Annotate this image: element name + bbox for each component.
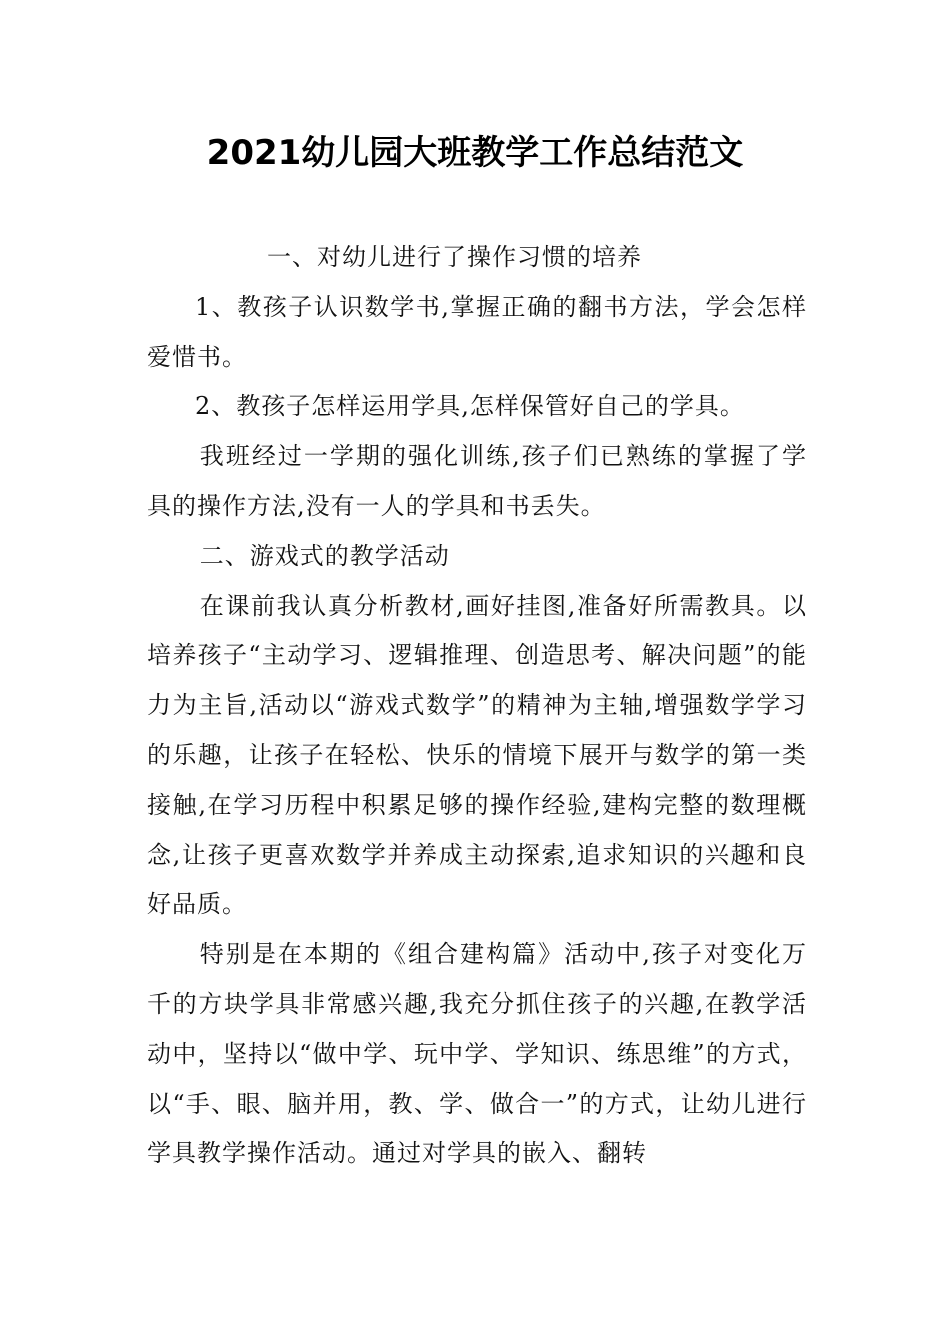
paragraph-construction-activity: 特别是在本期的《组合建构篇》活动中,孩子对变化万千的方块学具非常感兴趣,我充分抓住孩子的兴趣,在教学活动中，坚持以“做中学、玩中学、学知识、练思维”的方式，以“手、眼、脑并用，教、学、做合一”的方式，让幼儿进行学具教学操作活动。通过对学具的嵌入、翻转	[147, 940, 807, 1168]
section-heading-1: 一、对幼儿进行了操作习惯的培养	[267, 243, 642, 271]
paragraph-teaching-prep: 在课前我认真分析教材,画好挂图,准备好所需教具。以培养孩子“主动学习、逻辑推理、创造思考、解决问题”的能力为主旨,活动以“游戏式数学”的精神为主轴,增强数学学习的乐趣，让孩子在轻松、快乐的情境下展开与数学的第一类接触,在学习历程中积累足够的操作经验,建构完整的数理概念,让孩子更喜欢数学并养成主动探索,追求知识的兴趣和良好品质。	[147, 591, 807, 919]
paragraph-summary: 我班经过一学期的强化训练,孩子们已熟练的掌握了学具的操作方法,没有一人的学具和书丢失。	[147, 442, 807, 520]
document-title: 2021幼儿园大班教学工作总结范文	[206, 133, 744, 173]
document-body	[147, 233, 807, 1179]
section-heading-2: 二、游戏式的教学活动	[199, 541, 450, 570]
paragraph-item-2: 2、教孩子怎样运用学具,怎样保管好自己的学具。	[195, 392, 745, 421]
paragraph-item-1: 1、教孩子认识数学书,掌握正确的翻书方法，学会怎样爱惜书。	[147, 292, 807, 371]
